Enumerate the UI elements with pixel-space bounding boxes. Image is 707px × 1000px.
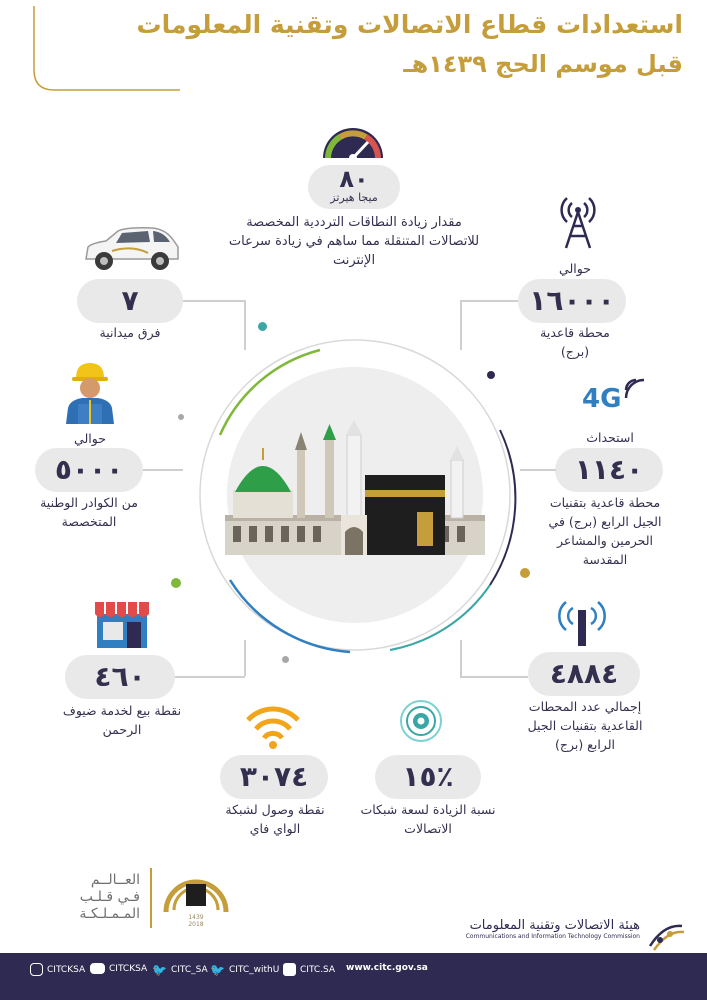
bandwidth-description: مقدار زيادة النطاقات الترددية المخصصة للاتصالات المتنقلة مما ساهم في زيادة سرعات الإنترنت bbox=[228, 215, 480, 268]
sales-points-desc: نقطة بيع لخدمة ضيوف الرحمن bbox=[62, 703, 182, 737]
field-teams-value: ٧ bbox=[77, 279, 183, 323]
instagram-icon bbox=[30, 963, 43, 976]
citc-name-en: Communications and Information Technology Commission bbox=[465, 933, 640, 940]
connector-line bbox=[175, 676, 245, 678]
towers-prefix: حوالي bbox=[559, 261, 591, 276]
twitter-icon: 🐦 bbox=[210, 963, 225, 977]
store-icon bbox=[93, 598, 151, 650]
towers-value: ١٦٠٠٠ bbox=[518, 279, 626, 323]
facebook-icon bbox=[283, 963, 296, 976]
cell-tower-icon bbox=[553, 190, 603, 250]
social-handle: CITC.SA bbox=[300, 964, 336, 975]
connector-line bbox=[244, 640, 246, 676]
connector-line bbox=[183, 300, 245, 302]
social-handle: CITC_SA bbox=[170, 965, 208, 975]
wifi-value: ٣٠٧٤ bbox=[220, 755, 328, 799]
staff-value: ٥٠٠٠ bbox=[35, 448, 143, 492]
footer-bar bbox=[0, 953, 707, 1000]
total-4g-desc: إجمالي عدد المحطات القاعدية بتقنيات الجيل الرابع (برج) bbox=[527, 699, 643, 752]
social-twitter-sa[interactable] bbox=[152, 963, 208, 977]
engineer-icon bbox=[62, 360, 118, 426]
connector-line bbox=[460, 300, 518, 302]
increase-value: ١٥٪ bbox=[375, 755, 481, 799]
decorative-dot bbox=[487, 371, 495, 379]
bandwidth-value: ٨٠ bbox=[339, 165, 369, 193]
signal-tower-icon bbox=[554, 596, 610, 648]
decorative-dot bbox=[282, 656, 289, 663]
radar-icon bbox=[398, 698, 444, 744]
connector-line bbox=[244, 300, 246, 350]
website-url: www.citc.gov.sa bbox=[346, 963, 428, 973]
citc-name-ar: هيئة الاتصالات وتقنية المعلومات bbox=[469, 918, 640, 933]
slogan-divider bbox=[150, 868, 152, 928]
slogan-line-1: العــالــم bbox=[90, 872, 140, 888]
decorative-dot bbox=[520, 568, 530, 578]
twitter-icon: 🐦 bbox=[152, 963, 167, 977]
social-handle: CITC_withU bbox=[228, 965, 280, 975]
decorative-dot bbox=[258, 322, 267, 331]
page-title-line-1: استعدادات قطاع الاتصالات وتقنية المعلومات bbox=[136, 10, 683, 39]
towers-desc-1: محطة قاعدية bbox=[540, 325, 610, 340]
connector-line bbox=[520, 469, 556, 471]
connector-line bbox=[460, 676, 528, 678]
4g-value: ١١٤٠ bbox=[555, 448, 663, 492]
slogan-line-3: المـمـلـكـة bbox=[79, 906, 140, 922]
social-facebook[interactable] bbox=[283, 963, 335, 976]
increase-desc: نسبة الزيادة لسعة شبكات الاتصالات bbox=[360, 802, 496, 836]
social-twitter-withu[interactable] bbox=[210, 963, 279, 977]
wifi-desc: نقطة وصول لشبكة الواي فاي bbox=[225, 802, 325, 836]
youtube-icon bbox=[90, 963, 105, 974]
bandwidth-pill bbox=[308, 165, 400, 209]
slogan-line-2: فـي قـلـب bbox=[79, 889, 140, 905]
towers-desc-2: (برج) bbox=[560, 344, 590, 359]
bandwidth-unit: ميجا هيرتز bbox=[330, 191, 378, 204]
connector-line bbox=[460, 300, 462, 350]
emblem-year-hijri: 1439 bbox=[188, 914, 204, 921]
staff-prefix: حوالي bbox=[74, 431, 106, 446]
social-youtube[interactable] bbox=[90, 963, 147, 974]
social-instagram[interactable] bbox=[30, 963, 85, 976]
car-icon bbox=[82, 225, 182, 273]
emblem-years bbox=[186, 914, 206, 928]
connector-line bbox=[143, 469, 183, 471]
4g-badge: 4G bbox=[582, 384, 622, 414]
connector-line bbox=[460, 640, 462, 676]
speedometer-icon bbox=[318, 118, 388, 162]
citc-logo-icon bbox=[646, 920, 686, 952]
holy-mosques-illustration bbox=[225, 420, 485, 570]
citc-name bbox=[440, 918, 640, 940]
4g-icon bbox=[582, 378, 652, 418]
total-4g-value: ٤٨٨٤ bbox=[528, 652, 640, 696]
sales-points-value: ٤٦٠ bbox=[65, 655, 175, 699]
page-title-line-2: قبل موسم الحج ١٤٣٩هـ bbox=[403, 50, 683, 78]
social-handle: CITCKSA bbox=[47, 964, 86, 975]
emblem-year-gregorian: 2018 bbox=[188, 921, 204, 928]
slogan bbox=[40, 872, 140, 923]
staff-desc: من الكوادر الوطنية المتخصصة bbox=[40, 495, 138, 529]
field-teams-desc: فرق ميدانية bbox=[99, 325, 161, 340]
wifi-icon bbox=[244, 704, 302, 750]
decorative-dot bbox=[178, 414, 184, 420]
decorative-dot bbox=[171, 578, 181, 588]
website-link[interactable] bbox=[346, 963, 428, 973]
4g-desc: محطة قاعدية بتقنيات الجيل الرابع (برج) في الحرمين والمشاعر المقدسة bbox=[548, 495, 662, 567]
4g-prefix: استحداث bbox=[586, 430, 634, 445]
social-handle: CITCKSA bbox=[109, 963, 148, 974]
